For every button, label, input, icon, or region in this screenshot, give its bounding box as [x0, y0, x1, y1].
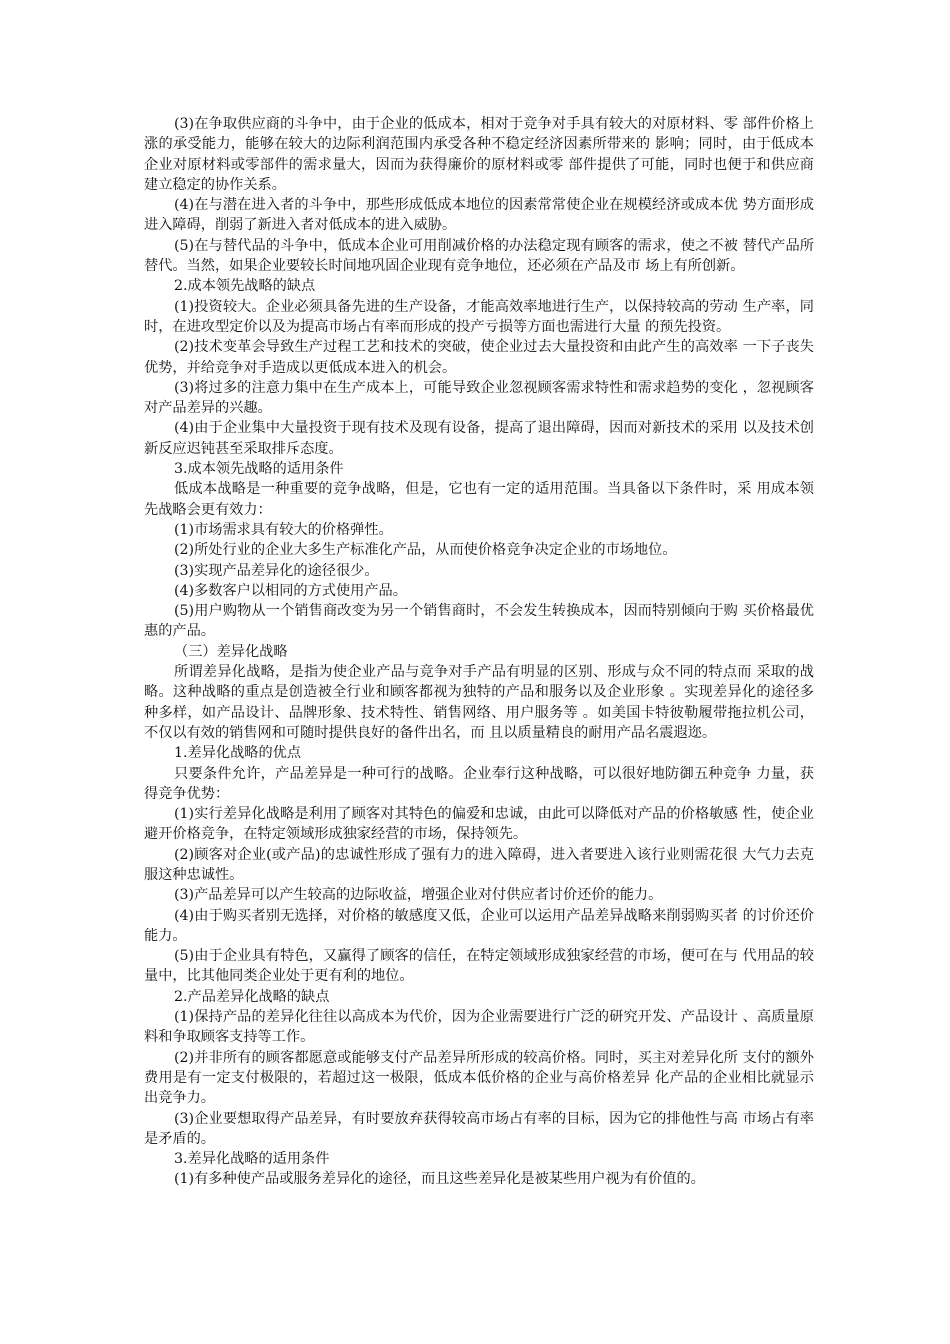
section-heading: 3.差异化战略的适用条件 — [174, 1151, 330, 1168]
paragraph: (3)实现产品差异化的途径很少。 — [174, 562, 379, 579]
paragraph: 低成本战略是一种重要的竞争战略，但是，它也有一定的适用范围。当具备以下条件时，采 用成本领先战略会更有效力： — [144, 481, 814, 518]
paragraph: (2)技术变革会导致生产过程工艺和技术的突破，使企业过去大量投资和由此产生的高效率 一下子丧失优势，并给竞争对手造成以更低成本进入的机会。 — [144, 339, 814, 376]
paragraph: (2)所处行业的企业大多生产标准化产品，从而使价格竞争决定企业的市场地位。 — [174, 542, 677, 559]
paragraph: (4)由于企业集中大量投资于现有技术及现有设备，提高了退出障碍，因而对新技术的采用 以及技术创新反应迟钝甚至采取排斥态度。 — [144, 420, 814, 457]
section-heading: 1.差异化战略的优点 — [174, 745, 302, 762]
paragraph: (3)在争取供应商的斗争中，由于企业的低成本，相对于竞争对手具有较大的对原材料、零 部件价格上涨的承受能力，能够在较大的边际利润范围内承受各种不稳定经济因素所带来的 影响；同时，由于低成本企业对原材料或零部件的需求量大，因而为获得廉价的原材料或零 部件提供了可能，同时也便于和供应商建立稳定的协作关系。 — [144, 116, 814, 193]
paragraph: (1)保持产品的差异化往往以高成本为代价，因为企业需要进行广泛的研究开发、产品设计 、高质量原料和争取顾客支持等工作。 — [144, 1009, 814, 1046]
section-heading: （三）差异化战略 — [174, 643, 288, 660]
paragraph: (4)由于购买者别无选择，对价格的敏感度又低，企业可以运用产品差异战略来削弱购买者 的讨价还价能力。 — [144, 907, 814, 944]
paragraph: (2)顾客对企业(或产品)的忠诚性形成了强有力的进入障碍，进入者要进入该行业则需花很 大气力去克服这种忠诚性。 — [144, 846, 814, 883]
section-heading: 2.成本领先战略的缺点 — [174, 278, 316, 295]
paragraph: (1)投资较大。企业必须具备先进的生产设备，才能高效率地进行生产，以保持较高的劳动 生产率，同时，在进攻型定价以及为提高市场占有率而形成的投产亏损等方面也需进行大量 的预先投资。 — [144, 298, 814, 335]
paragraph: (5)用户购物从一个销售商改变为另一个销售商时，不会发生转换成本，因而特别倾向于购 买价格最优惠的产品。 — [144, 603, 814, 640]
paragraph: (2)并非所有的顾客都愿意或能够支付产品差异所形成的较高价格。同时，买主对差异化所 支付的额外费用是有一定支付极限的，若超过这一极限，低成本低价格的企业与高价格差异 化产品的企业相比就显示出竞争力。 — [144, 1049, 814, 1107]
section-heading: 2.产品差异化战略的缺点 — [174, 988, 330, 1005]
paragraph: (3)产品差异可以产生较高的边际收益，增强企业对付供应者讨价还价的能力。 — [174, 887, 663, 904]
paragraph: (3)将过多的注意力集中在生产成本上，可能导致企业忽视顾客需求特性和需求趋势的变化 ，忽视顾客对产品差异的兴趣。 — [144, 379, 814, 417]
paragraph: (1)市场需求具有较大的价格弹性。 — [174, 521, 393, 538]
paragraph: 只要条件允许，产品差异是一种可行的战略。企业奉行这种战略，可以很好地防御五种竞争 力量，获得竞争优势： — [144, 765, 814, 802]
paragraph: (5)在与替代品的斗争中，低成本企业可用削减价格的办法稳定现有顾客的需求，使之不被 替代产品所替代。当然，如果企业要较长时间地巩固企业现有竞争地位，还必须在产品及市 场上有所创新。 — [144, 237, 814, 275]
paragraph: (4)在与潜在进入者的斗争中，那些形成低成本地位的因素常常使企业在规模经济或成本优 势方面形成进入障碍，削弱了新进入者对低成本的进入威胁。 — [144, 197, 814, 234]
paragraph: (1)实行差异化战略是利用了顾客对其特色的偏爱和忠诚，由此可以降低对产品的价格敏感 性，使企业避开价格竞争，在特定领域形成独家经营的市场，保持领先。 — [144, 806, 814, 843]
paragraph: (5)由于企业具有特色，又赢得了顾客的信任，在特定领域形成独家经营的市场，便可在与 代用品的较量中，比其他同类企业处于更有利的地位。 — [144, 948, 814, 985]
paragraph: (3)企业要想取得产品差异，有时要放弃获得较高市场占有率的目标，因为它的排他性与高 市场占有率是矛盾的。 — [144, 1110, 814, 1147]
paragraph: 所谓差异化战略，是指为使企业产品与竞争对手产品有明显的区别、形成与众不同的特点而 采取的战略。这种战略的重点是创造被全行业和顾客都视为独特的产品和服务以及企业形象 。实现差异化的途径多种多样，如产品设计、品牌形象、技术特性、销售网络、用户服务等 。如美国卡特彼勒履带拖拉机公司，不仅以有效的销售网和可随时提供良好的备件出名，而 且以质量精良的耐用产品名震遐迩。 — [144, 664, 814, 741]
paragraph: (4)多数客户以相同的方式使用产品。 — [174, 582, 407, 599]
section-heading: 3.成本领先战略的适用条件 — [174, 461, 344, 478]
paragraph: (1)有多种使产品或服务差异化的途径，而且这些差异化是被某些用户视为有价值的。 — [174, 1171, 705, 1188]
document-page — [144, 114, 814, 1190]
